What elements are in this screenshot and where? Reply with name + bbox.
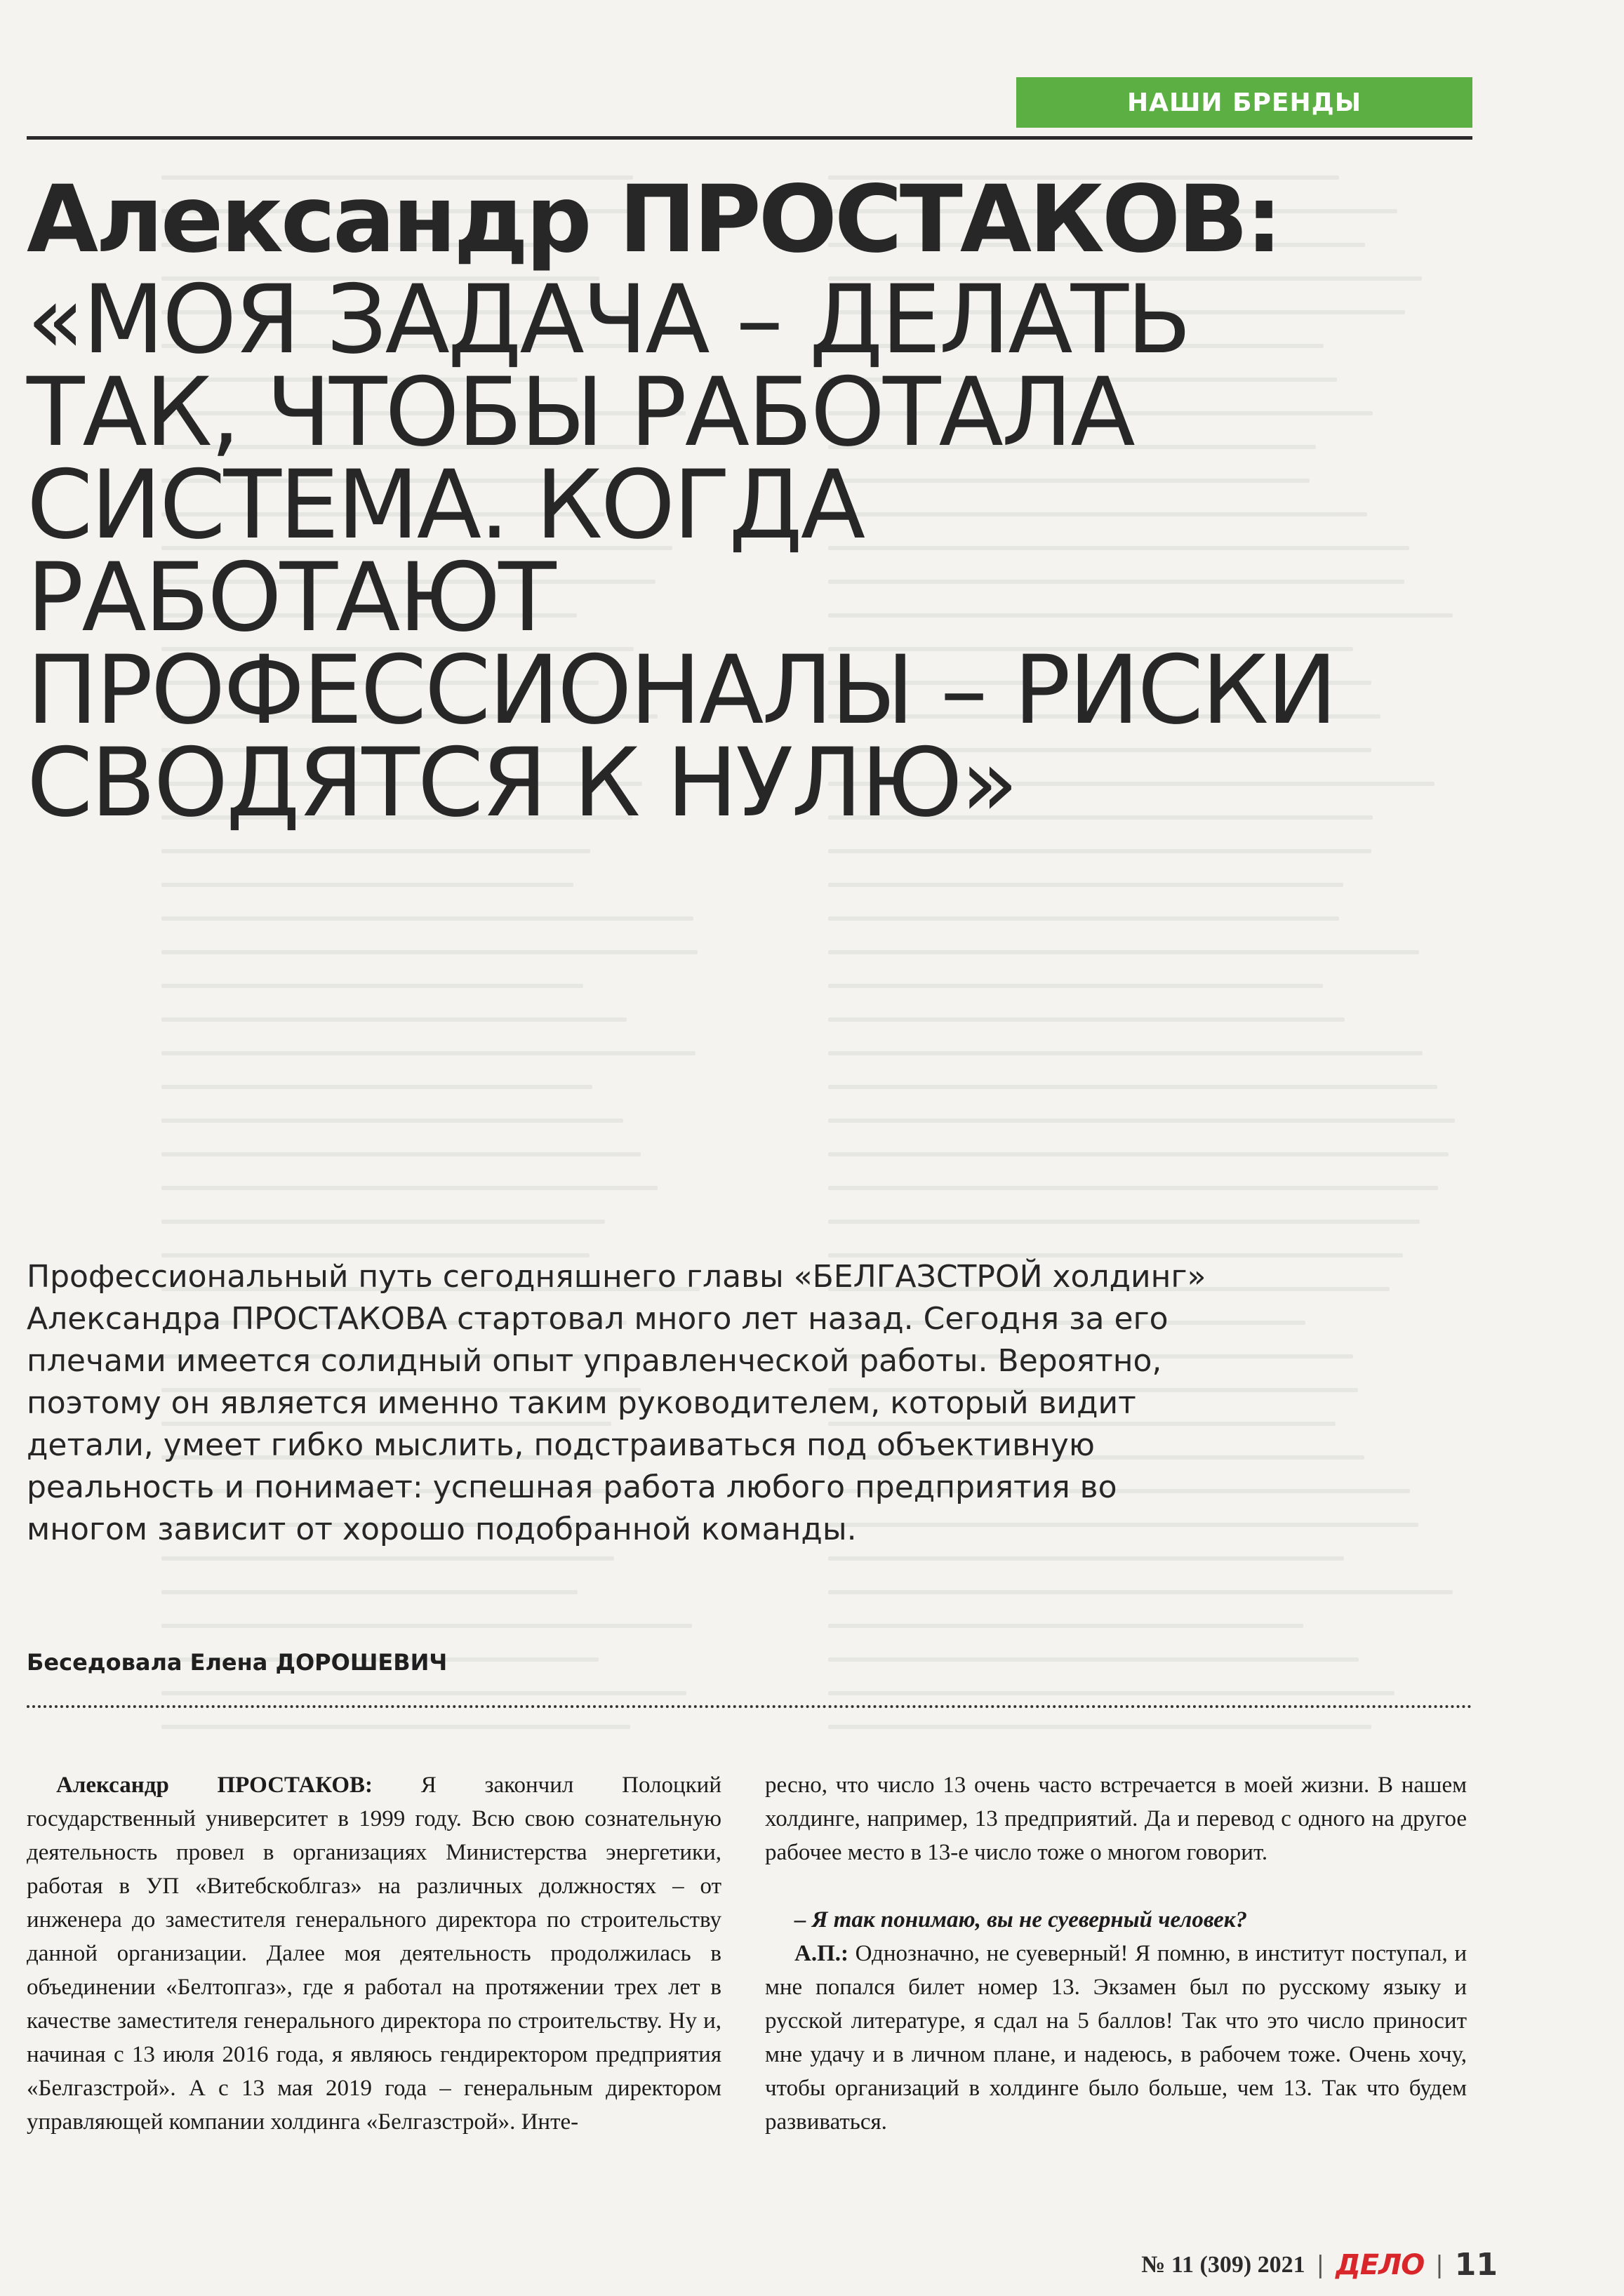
answer-text: Однозначно, не суеверный! Я помню, в институт поступал, и мне попался билет номер 13. Экзамен был по русскому языку и русской литературе, я сдал на 5 баллов! Так что это число приносит мне удачу и в личном плане, и надеюсь, в рабочем тоже. Очень хочу, чтобы организаций в холдинге было больше, чем 13. Так что будем развиваться. [765, 1941, 1467, 2135]
byline: Беседовала Елена ДОРОШЕВИЧ [27, 1649, 448, 1676]
bleed-line [161, 1186, 658, 1190]
bleed-line [828, 916, 1339, 921]
bleed-line [161, 1556, 614, 1561]
bleed-line [828, 984, 1323, 988]
bleed-line [828, 1186, 1438, 1190]
top-rule [27, 136, 1472, 140]
headline [27, 166, 1493, 838]
bleed-line [161, 984, 583, 988]
magazine-logo: ДЕЛО [1336, 2248, 1425, 2281]
speaker-label: Александр ПРОСТАКОВ: [56, 1773, 373, 1798]
bleed-line [828, 1657, 1359, 1662]
bleed-line [161, 1220, 605, 1224]
bleed-line [161, 849, 590, 853]
body-paragraph [765, 1937, 1467, 2139]
body-column-right [765, 1768, 1467, 2139]
footer-separator: | [1435, 2250, 1444, 2279]
page-number: 11 [1454, 2247, 1498, 2283]
bleed-line [161, 1152, 641, 1156]
bleed-line [828, 883, 1343, 887]
bleed-line [828, 1017, 1345, 1022]
bleed-line [828, 1051, 1423, 1055]
body-paragraph [27, 1768, 721, 2139]
bleed-line [161, 1085, 592, 1089]
bleed-line [161, 1051, 695, 1055]
bleed-line [828, 1691, 1395, 1695]
bleed-line [828, 1220, 1420, 1224]
bleed-line [828, 849, 1371, 853]
bleed-line [161, 1119, 623, 1123]
lead-paragraph: Профессиональный путь сегодняшнего главы «БЕЛГАЗСТРОЙ холдинг» Александра ПРОСТАКОВА стартовал много лет назад. Сегодня за его плечами имеется солидный опыт управленческой работы. Вероятно, поэтому он является именно таким руководителем, который видит детали, умеет гибко мыслить, подстраиваться под объективную реальность и понимает: успешная работа любого предприятия во многом зависит от хорошо подобранной команды. [27, 1259, 1206, 1547]
page-footer [1141, 2247, 1498, 2283]
bleed-line [161, 883, 573, 887]
headline-name: Александр ПРОСТАКОВ: [27, 166, 1280, 274]
speaker-label: А.П.: [794, 1941, 848, 1966]
interview-question: – Я так понимаю, вы не суеверный человек? [794, 1907, 1248, 1933]
section-tag: НАШИ БРЕНДЫ [1016, 77, 1472, 128]
headline-quote: «МОЯ ЗАДАЧА – ДЕЛАТЬ ТАК, ЧТОБЫ РАБОТАЛА СИСТЕМА. КОГДА РАБОТАЮТ ПРОФЕССИОНАЛЫ – РИСКИ СВОДЯТСЯ К НУЛЮ» [27, 265, 1336, 838]
footer-separator: | [1316, 2250, 1325, 2279]
bleed-line [161, 950, 698, 954]
body-column-left [27, 1768, 721, 2139]
bleed-line [161, 1624, 692, 1628]
bleed-line [161, 1017, 627, 1022]
bleed-line [161, 1590, 578, 1594]
bleed-line [828, 1152, 1449, 1156]
bleed-line [828, 1624, 1303, 1628]
dotted-divider [27, 1705, 1472, 1708]
issue-number: № 11 (309) 2021 [1141, 2251, 1305, 2278]
bleed-line [828, 1725, 1371, 1729]
bleed-line [828, 950, 1419, 954]
body-paragraph: ресно, что число 13 очень часто встречается в моей жизни. В нашем холдинге, например, 13 предприятий. Да и перевод с одного на другое рабочее место в 13-е число тоже о многом говорит. [765, 1773, 1467, 1865]
bleed-line [161, 916, 693, 921]
bleed-line [828, 1085, 1437, 1089]
bleed-line [828, 1590, 1453, 1594]
bleed-line [161, 1691, 686, 1695]
answer-text: Я закончил Полоцкий государственный университет в 1999 году. Всю свою сознательную деятельность провел в организациях Министерства энергетики, работая в УП «Витебскоблгаз» на различных должностях – от инженера до заместителя генерального директора по строительству данной организации. Далее моя деятельность продолжилась в объединении «Белтопгаз», где я работал на протяжении трех лет в качестве заместителя генерального директора по строительству. Ну и, начиная с 13 июля 2016 года, я являюсь гендиректором предприятия «Белгазстрой». А с 13 мая 2019 года – генеральным директором управляющей компании холдинга «Белгазстрой». Инте- [27, 1773, 721, 2135]
bleed-line [828, 1119, 1455, 1123]
bleed-line [828, 1556, 1344, 1561]
bleed-line [161, 1725, 630, 1729]
